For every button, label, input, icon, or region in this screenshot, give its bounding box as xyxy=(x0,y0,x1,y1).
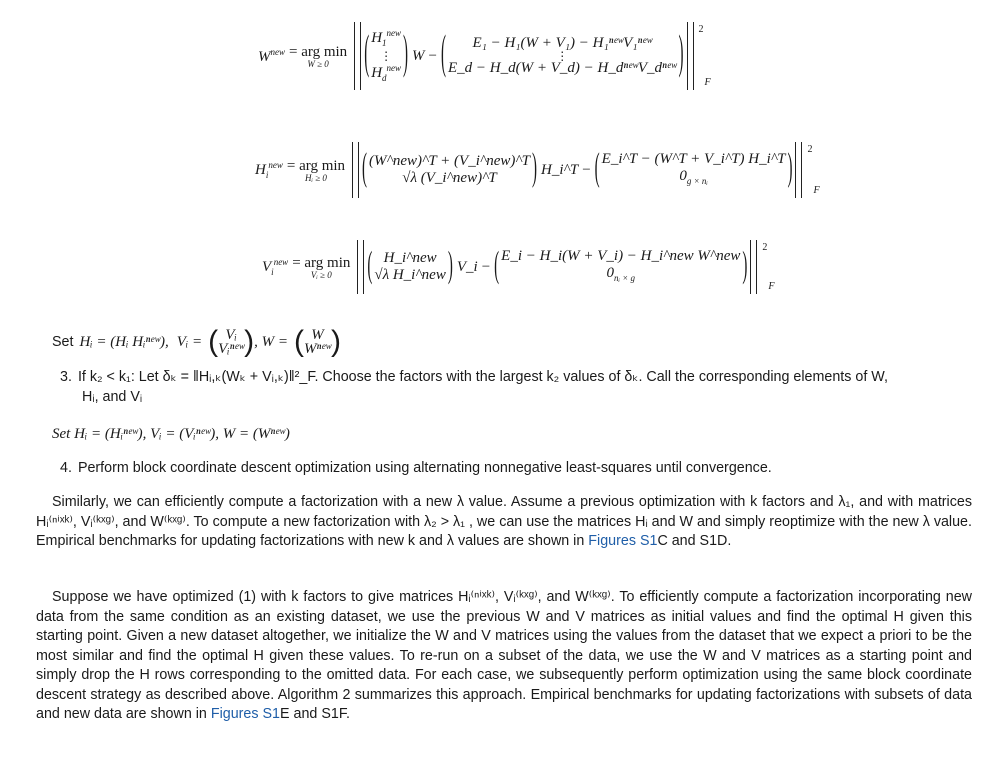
equation-v-update: $V_i^{new}$ = arg min Vᵢ ≥ 0 ( H_i^new √λ H_i^new ) V_i − ( E_i − H_i(W + V_i) − H_i^new W^new $0_{nᵢ \times g}$ ) 2 F xyxy=(262,242,775,292)
eq-h-lhs: $H_i^{new}$ xyxy=(255,160,283,180)
eq-v-mult: V_i xyxy=(456,258,478,275)
eq-v-left-stack: H_i^new √λ H_i^new xyxy=(374,250,446,283)
step-3-text-cont: Hᵢ, and Vᵢ xyxy=(82,388,143,405)
eq-h-mult: H_i^T xyxy=(541,161,579,178)
set-w-vector: W Wⁿᵉʷ xyxy=(304,327,332,357)
eq-h-left-stack: (W^new)^T + (V_i^new)^T √λ (V_i^new)^T xyxy=(369,153,531,186)
set-assignment-2: Set Hᵢ = (Hᵢⁿᵉʷ), Vᵢ = (Vᵢⁿᵉʷ), W = (Wⁿᵉʷ) xyxy=(52,425,290,442)
norm-bar-left xyxy=(352,142,359,198)
norm-bar-right xyxy=(687,22,694,90)
set-assignment-1: Set Hᵢ = (Hᵢ Hᵢⁿᵉʷ), Vᵢ = ( Vᵢ Vᵢⁿᵉʷ ) , W = ( W Wⁿᵉʷ ) xyxy=(52,325,342,358)
set-v-label: Vᵢ = xyxy=(176,333,203,350)
norm-bar-left xyxy=(357,240,364,294)
eq-w-left-stack: $H_1^{new}$ ⋮ $H_d^{new}$ xyxy=(371,28,402,83)
step-4 xyxy=(60,459,972,479)
eq-v-argmin: = arg min Vᵢ ≥ 0 xyxy=(292,254,351,280)
step-3-number: 3. xyxy=(60,369,72,385)
step-3 xyxy=(60,368,972,407)
eq-v-lhs: $V_i^{new}$ xyxy=(262,257,289,277)
paragraph-new-data: Suppose we have optimized (1) with k factors to give matrices Hᵢ⁽ⁿⁱˣᵏ⁾, Vᵢ⁽ᵏˣᵍ⁾, and W⁽ᵏˣᵍ⁾. To efficiently compute a factorization incorporating new data from the same condition as an existing dataset, we use the previous W and V matrices as initial values and find the optimal H given this starting point. Given a new dataset altogether, we initialize the W and V matrices using the values from the dataset that we expect a priori to be the most similar and find the optimal H given these values. To re-run on a subset of the data, we use the W and V matrices as a starting point and simply drop the H rows corresponding to the omitted data. For each case, we subsequently perform optimization using the same block coordinate descent strategy as described above. Algorithm 2 summarizes this approach. Empirical benchmarks for updating factorizations with subsets of data and new data are shown in Figures S1E and S1F. xyxy=(36,589,972,722)
step-3-text: If k₂ < k₁: Let δₖ = ‖Hᵢ,ₖ(Wₖ + Vᵢ,ₖ)‖²_F. Choose the factors with the largest k₂ values of δₖ. Call the corresponding elements of W, xyxy=(77,369,888,385)
norm-bar-right xyxy=(795,142,802,198)
figure-link[interactable]: Figures S1 xyxy=(588,533,658,549)
eq-w-lhs: $W^{new}$ xyxy=(258,46,285,65)
step-4-text: Perform block coordinate descent optimization using alternating nonnegative least-squares until convergence. xyxy=(77,460,772,476)
step-4-number: 4. xyxy=(60,460,72,476)
equation-h-update: $H_i^{new}$ = arg min Hᵢ ≥ 0 ( (W^new)^T + (V_i^new)^T √λ (V_i^new)^T ) H_i^T − ( E_i^T − (W^T + V_i^T) H_i^T $0_{g \times nᵢ}$ ) 2 F xyxy=(255,144,820,196)
eq-w-right-stack: E₁ − H₁(W + V₁) − H₁ⁿᵉʷV₁ⁿᵉʷ ⋮ E_d − H_d(W + V_d) − H_dⁿᵉʷV_dⁿᵉʷ xyxy=(448,35,677,76)
eq-h-right-stack: E_i^T − (W^T + V_i^T) H_i^T $0_{g \times nᵢ}$ xyxy=(601,150,786,186)
norm-bar-left xyxy=(354,22,361,90)
set-w-label: , W = xyxy=(254,333,289,350)
paragraph-lambda-update: Similarly, we can efficiently compute a factorization with a new λ value. Assume a previous optimization with k factors and λ₁, and with matrices Hᵢ⁽ⁿⁱˣᵏ⁾, Vᵢ⁽ᵏˣᵍ⁾, and W⁽ᵏˣᵍ⁾. To compute a new factorization with λ₂ > λ₁ , we can use the matrices Hᵢ and W and simply reoptimize with the new λ value. Empirical benchmarks for updating factorizations with new k and λ values are shown in Figures S1C and S1D. xyxy=(36,494,972,549)
eq-w-mult: W xyxy=(412,47,425,64)
set-v-vector: Vᵢ Vᵢⁿᵉʷ xyxy=(218,327,245,357)
figure-link[interactable]: Figures S1 xyxy=(210,706,280,722)
eq-w-argmin: = arg min W ≥ 0 xyxy=(289,43,348,69)
eq-h-argmin: = arg min Hᵢ ≥ 0 xyxy=(286,157,346,183)
eq-v-right-stack: E_i − H_i(W + V_i) − H_i^new W^new $0_{nᵢ \times g}$ xyxy=(501,247,741,283)
set-h-assign: Hᵢ = (Hᵢ Hᵢⁿᵉʷ), xyxy=(79,333,169,350)
set-label: Set xyxy=(52,334,74,350)
norm-bar-right xyxy=(750,240,757,294)
equation-w-update: $W^{new}$ = arg min W ≥ 0 ( $H_1^{new}$ ⋮ $H_d^{new}$ ) W − ( E₁ − H₁(W + V₁) − H₁ⁿᵉʷV₁ⁿᵉʷ ⋮ E_d − H_d(W + V_d) − H_dⁿᵉʷV_dⁿᵉʷ ) 2 F xyxy=(258,24,711,88)
